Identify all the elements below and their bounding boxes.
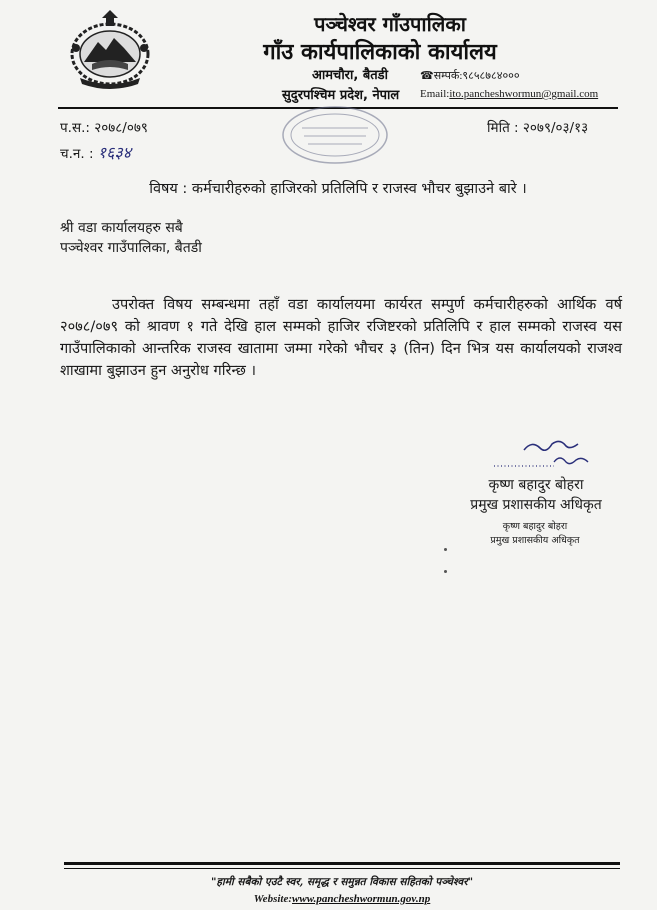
signatory-title: प्रमुख प्रशासकीय अधिकृत [470, 497, 602, 513]
email-label: Email: [420, 88, 450, 100]
phone-contact [420, 68, 520, 83]
reference-number: प.स.: २०७८/०७९ [60, 120, 148, 136]
footer-rule-thick [64, 862, 620, 865]
recipient-line-1: श्री वडा कार्यालयहरु सबै [60, 220, 183, 236]
website-link[interactable]: www.pancheshwormun.gov.np [292, 893, 431, 905]
seal-name: कृष्ण बहादुर बोहरा [502, 521, 568, 532]
letter-date: मिति : २०७९/०३/१३ [487, 120, 589, 136]
office-name: गाँउ कार्यपालिकाको कार्यालय [263, 40, 497, 65]
municipality-name: पञ्चेश्वर गाँउपालिका [314, 12, 466, 36]
nepal-emblem-logo [62, 8, 158, 92]
scan-mark [444, 570, 447, 573]
handwritten-signature [494, 436, 604, 476]
office-stamp [280, 104, 390, 166]
email-link[interactable]: ito.pancheshwormun@gmail.com [449, 88, 599, 100]
address-line-1: आमचौरा, बैतडी [312, 68, 388, 83]
seal-title: प्रमुख प्रशासकीय अधिकृत [490, 535, 580, 546]
phone-icon: ☎ [420, 70, 434, 82]
letter-subject: विषय : कर्मचारीहरुको हाजिरको प्रतिलिपि र राजस्व भौचर बुझाउने बारे । [149, 181, 527, 197]
email-contact [420, 88, 598, 100]
recipient-line-2: पञ्चेश्वर गाउँपालिका, बैतडी [60, 240, 202, 256]
letter-body: उपरोक्त विषय सम्बन्धमा तहाँ वडा कार्यालयमा कार्यरत सम्पुर्ण कर्मचारीहरुको आर्थिक वर्ष २०७८/०७९ को श्रावण १ गते देखि हाल सम्मको हाजिर रजिष्टरको प्रतिलिपि र हाल सम्मको राजस्व यस गाउँपालिकाको आन्तरिक राजस्व खातामा जम्मा गरेको भौचर ३ (तिन) दिन भित्र यस कार्यालयको राजश्व शाखामा बुझाउन हुन अनुरोध गरिन्छ । [60, 296, 622, 379]
dispatch-number-handwritten: १६३४ [97, 143, 132, 162]
footer-motto: "हामी सबैको एउटै स्वर, समृद्ध र समुन्नत विकास सहितको पञ्चेश्वर" [210, 876, 474, 888]
dispatch-number-row [60, 141, 131, 163]
dispatch-label: च.न. : [60, 146, 94, 162]
footer-website [64, 893, 620, 905]
scan-mark [444, 548, 447, 551]
signatory-name: कृष्ण बहादुर बोहरा [488, 477, 584, 493]
footer-rule-thin [64, 868, 620, 869]
website-label: Website: [253, 893, 293, 905]
address-line-2: सुदुरपश्चिम प्रदेश, नेपाल [282, 88, 400, 103]
phone-number: सम्पर्क:९८५८७८४००० [433, 70, 520, 82]
